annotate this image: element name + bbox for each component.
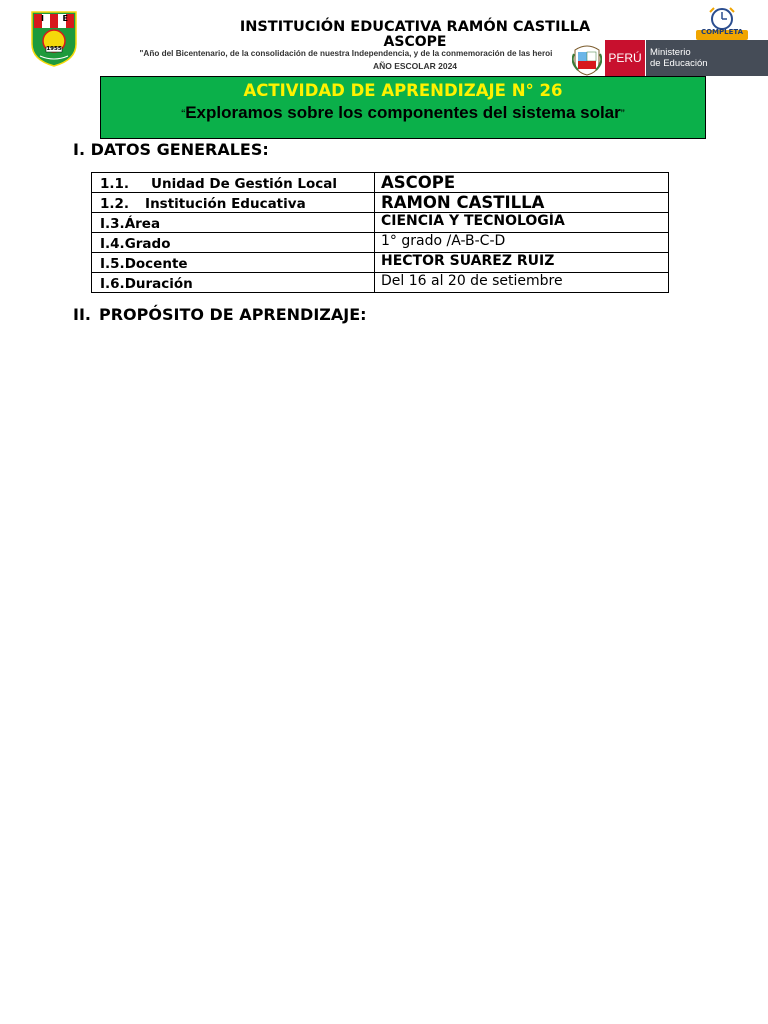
year-motto: "Año del Bicentenario, de la consolidación de nuestra Independencia, y de la conmemoración de las heroi <box>139 49 553 58</box>
section-title: PROPÓSITO DE APRENDIZAJE: <box>98 305 367 324</box>
row-label <box>92 173 375 193</box>
crest-year: 1955 <box>46 46 62 52</box>
row-number: 1.1. <box>100 176 130 192</box>
institution-city: ASCOPE <box>383 34 447 50</box>
row-number: 1.2. <box>100 196 130 212</box>
table-row <box>92 273 669 293</box>
row-value: HECTOR SUAREZ RUIZ <box>375 253 669 273</box>
institution-name: INSTITUCIÓN EDUCATIVA RAMÓN CASTILLA <box>239 19 591 35</box>
row-number: I.4. <box>100 236 125 252</box>
row-label-text: Área <box>124 216 161 232</box>
row-number: I.5. <box>100 256 125 272</box>
row-number: I.6. <box>100 276 125 292</box>
row-label <box>92 193 375 213</box>
row-label <box>92 273 375 293</box>
section-heading-general-data: I. DATOS GENERALES: <box>73 140 269 159</box>
activity-topic-text: Exploramos sobre los componentes del sistema solar <box>185 103 621 122</box>
row-value: RAMON CASTILLA <box>375 193 669 213</box>
row-label-text: Duración <box>124 276 193 292</box>
row-value: Del 16 al 20 de setiembre <box>375 273 669 293</box>
table-row <box>92 193 669 213</box>
row-label <box>92 213 375 233</box>
clock-logo-label: COMPLETA <box>700 28 744 36</box>
close-quote: ” <box>620 107 625 121</box>
ministry-label: Ministerio de Educación <box>646 40 768 76</box>
open-quote: “ <box>181 107 186 121</box>
crest-letters: I E <box>41 14 68 23</box>
row-label-text: Docente <box>124 256 188 272</box>
row-number: I.3. <box>100 216 125 232</box>
row-label-text: Grado <box>124 236 171 252</box>
row-label <box>92 233 375 253</box>
table-row <box>92 233 669 253</box>
table-row <box>92 173 669 193</box>
row-value: ASCOPE <box>375 173 669 193</box>
activity-banner <box>100 76 706 139</box>
row-value: CIENCIA Y TECNOLOGÍA <box>375 213 669 233</box>
table-row <box>92 253 669 273</box>
row-value: 1° grado /A-B-C-D <box>375 233 669 253</box>
general-data-table <box>91 172 669 293</box>
section-heading-learning-purpose <box>73 305 367 325</box>
activity-title: ACTIVIDAD DE APRENDIZAJE N° 26 <box>243 81 563 100</box>
peru-label: PERÚ <box>605 40 645 76</box>
row-label <box>92 253 375 273</box>
row-label-text: Institución Educativa <box>145 196 306 212</box>
school-year: AÑO ESCOLAR 2024 <box>372 61 458 71</box>
table-row <box>92 213 669 233</box>
row-label-text: Unidad De Gestión Local <box>151 176 338 192</box>
activity-topic <box>101 103 705 124</box>
peru-shield-icon <box>572 40 602 76</box>
section-number: II. <box>73 305 91 324</box>
